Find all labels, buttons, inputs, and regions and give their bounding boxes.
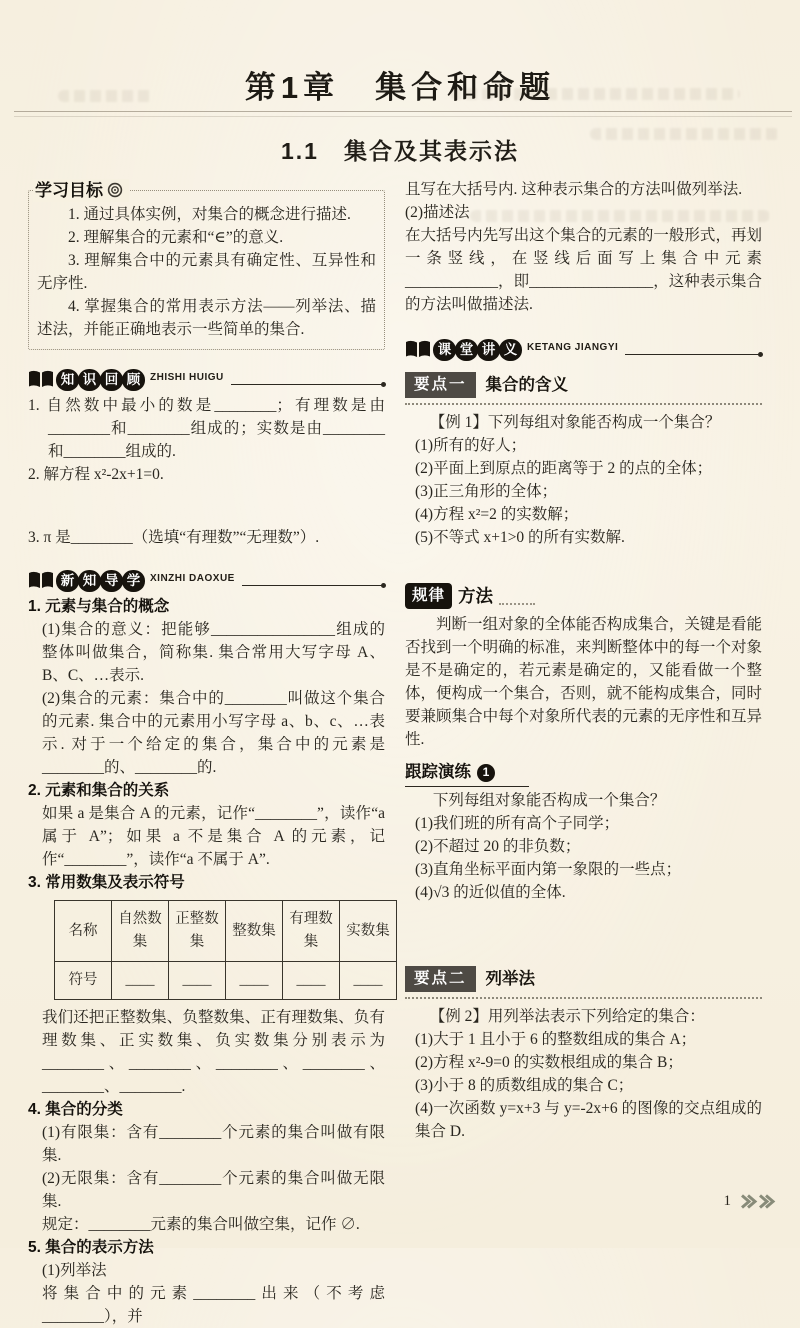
section-header-review: [28, 366, 385, 390]
nk-heading-2: 2. 元素和集合的关系: [28, 782, 170, 799]
nk-paragraph: (1)有限集：含有________个元素的集合叫做有限集.: [42, 1124, 385, 1164]
example-1-item: (5)不等式 x+1>0 的所有实数解.: [415, 529, 625, 546]
table-blank-cell: ____: [283, 962, 340, 1000]
book-icon: [405, 339, 431, 359]
header-rule-line: [242, 585, 385, 586]
lecture-title: 课 堂 讲 义: [434, 340, 522, 360]
example-1-item: (4)方程 x²=2 的实数解；: [415, 506, 579, 523]
method-rule-label: 规律: [405, 583, 452, 609]
nk-paragraph: 我们还把正整数集、负整数集、正有理数集、负有理数集、正实数集、负实数集分别表示为________、________、________、________、________、________.: [42, 1009, 385, 1095]
key-point-1-bar: [405, 372, 762, 405]
two-column-layout: [0, 178, 800, 1328]
right-column: [405, 178, 762, 1328]
nk-heading-3: 3. 常用数集及表示符号: [28, 874, 185, 891]
book-icon: [28, 570, 54, 590]
chapter-title: 第1章 集合和命题: [244, 70, 556, 105]
key-point-2-title: 列举法: [485, 969, 536, 988]
key-point-2-label: 要点二: [405, 966, 476, 992]
example-1-item: (2)平面上到原点的距离等于 2 的点的全体；: [415, 460, 713, 477]
page-chevrons-icon: [740, 1194, 778, 1209]
lecture-romanized: KETANG JIANGYI: [527, 342, 619, 353]
learning-goals-box: [28, 181, 385, 350]
header-rule: [14, 111, 792, 117]
example-2-item: (3)小于 8 的质数组成的集合 C；: [415, 1077, 634, 1094]
objective-item: 4. 掌握集合的常用表示方法——列举法、描述法，并能正确地表示一些简单的集合.: [37, 298, 376, 338]
target-icon: [107, 182, 123, 198]
bleedthrough-decoration: [58, 90, 154, 102]
left-column: [28, 178, 390, 1328]
practice-1-item: (3)直角坐标平面内第一象限的一些点；: [415, 861, 682, 878]
method-rule-body: 判断一组对象的全体能否构成集合，关键是看能否找到一个明确的标准，来判断整体中的每一个对象是不是确定的，若元素是确定的，又能看做一个整体，便构成一个集合，否则，就不能构成集合，同时要兼顾集合中每个对象所代表的元素的无序性和互异性.: [405, 616, 762, 748]
review-item: 1. 自然数中最小的数是________；有理数是由________和________组成的；实数是由________和________组成的.: [28, 397, 385, 460]
section-header-new-knowledge: [28, 567, 385, 591]
example-2-item: (2)方程 x²-9=0 的实数根组成的集合 B；: [415, 1054, 683, 1071]
practice-1-item: (1)我们班的所有高个子同学；: [415, 815, 620, 832]
example-2-item: (1)大于 1 且小于 6 的整数组成的集合 A；: [415, 1031, 697, 1048]
table-header-cell: 自然数集: [112, 901, 169, 962]
method-rule-header: [405, 583, 762, 609]
bleedthrough-decoration: [590, 128, 780, 140]
table-cell: 符号: [55, 962, 112, 1000]
nk-heading-4: 4. 集合的分类: [28, 1101, 123, 1118]
circled-number-1-icon: 1: [477, 764, 495, 782]
objective-item: 3. 理解集合中的元素具有确定性、互异性和无序性.: [37, 252, 376, 292]
nk-paragraph: (2)无限集：含有________个元素的集合叫做无限集.: [42, 1170, 385, 1210]
table-header-row: [55, 901, 397, 962]
practice-1-header: [405, 761, 529, 787]
nk-paragraph: (1)列举法: [42, 1262, 107, 1279]
objective-item: 2. 理解集合的元素和“∈”的意义.: [68, 229, 284, 246]
table-blank-cell: ____: [226, 962, 283, 1000]
key-point-1-title: 集合的含义: [485, 375, 569, 394]
table-blank-cell: ____: [340, 962, 397, 1000]
learning-goals-label: [33, 179, 129, 202]
nk-paragraph: 如果 a 是集合 A 的元素，记作“________”，读作“a 属于 A”；如果 a 不是集合 A 的元素，记作“________”，读作“a 不属于 A”.: [42, 805, 385, 868]
header-rule-line: [625, 354, 762, 355]
practice-1-item: (2)不超过 20 的非负数；: [415, 838, 581, 855]
new-knowledge-title: 新 知 导 学: [57, 571, 145, 591]
method-rule-label2: 方法: [458, 585, 494, 606]
page-number: 1: [723, 1193, 731, 1209]
bleedthrough-decoration: [470, 210, 770, 222]
describe-method-paragraph: 在大括号内先写出这个集合的元素的一般形式，再划一条竖线，在竖线后面写上集合中元素____________，即________________，这种表示集合的方法叫做描述法.: [405, 227, 762, 313]
method-dotted-tail: [499, 603, 535, 605]
key-point-1-label: 要点一: [405, 372, 476, 398]
practice-1-label: 跟踪演练: [405, 763, 471, 781]
practice-1-head: 下列每组对象能否构成一个集合？: [432, 792, 666, 809]
book-icon: [28, 369, 54, 389]
review-item: 3. π 是________（选填“有理数”“无理数”）.: [28, 529, 320, 546]
practice-1-item: (4)√3 的近似值的全体.: [415, 884, 566, 901]
table-header-cell: 名称: [55, 901, 112, 962]
table-blank-cell: ____: [169, 962, 226, 1000]
section-title: 1.1 集合及其表示法: [281, 138, 519, 164]
nk-paragraph: 规定：________元素的集合叫做空集，记作 ∅.: [42, 1216, 360, 1233]
example-2-item: (4)一次函数 y=x+3 与 y=-2x+6 的图像的交点组成的集合 D.: [415, 1100, 762, 1140]
review-romanized: ZHISHI HUIGU: [150, 372, 224, 383]
example-1-head: 【例 1】下列每组对象能否构成一个集合？: [429, 414, 721, 431]
practice-1-section: [405, 751, 762, 904]
nk-heading-5: 5. 集合的表示方法: [28, 1239, 154, 1256]
describe-method-heading: (2)描述法: [405, 204, 470, 221]
example-1-item: (3)正三角形的全体；: [415, 483, 558, 500]
page-footer: [724, 1193, 779, 1210]
nk-paragraph: (2)集合的元素：集合中的________叫做这个集合的元素. 集合中的元素用小写字母 a、b、c、…表示. 对于一个给定的集合，集合中的元素是________的、________的.: [42, 690, 385, 776]
number-sets-table: [54, 900, 397, 1000]
header-rule-line: [231, 384, 385, 385]
table-blank-cell: ____: [112, 962, 169, 1000]
nk-paragraph: (1)集合的意义：把能够________________组成的整体叫做集合，简称集. 集合常用大写字母 A、B、C、…表示.: [42, 621, 385, 684]
table-symbol-row: [55, 962, 397, 1000]
key-point-2-bar: [405, 966, 762, 999]
table-header-cell: 整数集: [226, 901, 283, 962]
continuation-paragraph: 且写在大括号内. 这种表示集合的方法叫做列举法.: [405, 181, 743, 198]
review-title: 知 识 回 顾: [57, 370, 145, 390]
table-header-cell: 实数集: [340, 901, 397, 962]
new-knowledge-romanized: XINZHI DAOXUE: [150, 573, 235, 584]
example-2-head: 【例 2】用列举法表示下列给定的集合：: [429, 1008, 705, 1025]
nk-heading-1: 1. 元素与集合的概念: [28, 598, 170, 615]
nk-paragraph: 将集合中的元素________出来（不考虑________），并: [42, 1285, 385, 1325]
learning-goals-title: 学习目标: [35, 181, 103, 200]
objective-item: 1. 通过具体实例，对集合的概念进行描述.: [68, 206, 351, 223]
bleedthrough-decoration: [450, 88, 740, 100]
table-header-cell: 正整数集: [169, 901, 226, 962]
table-header-cell: 有理数集: [283, 901, 340, 962]
example-1-item: (1)所有的好人；: [415, 437, 527, 454]
section-header-lecture: [405, 336, 762, 360]
review-item: 2. 解方程 x²-2x+1=0.: [28, 466, 164, 483]
